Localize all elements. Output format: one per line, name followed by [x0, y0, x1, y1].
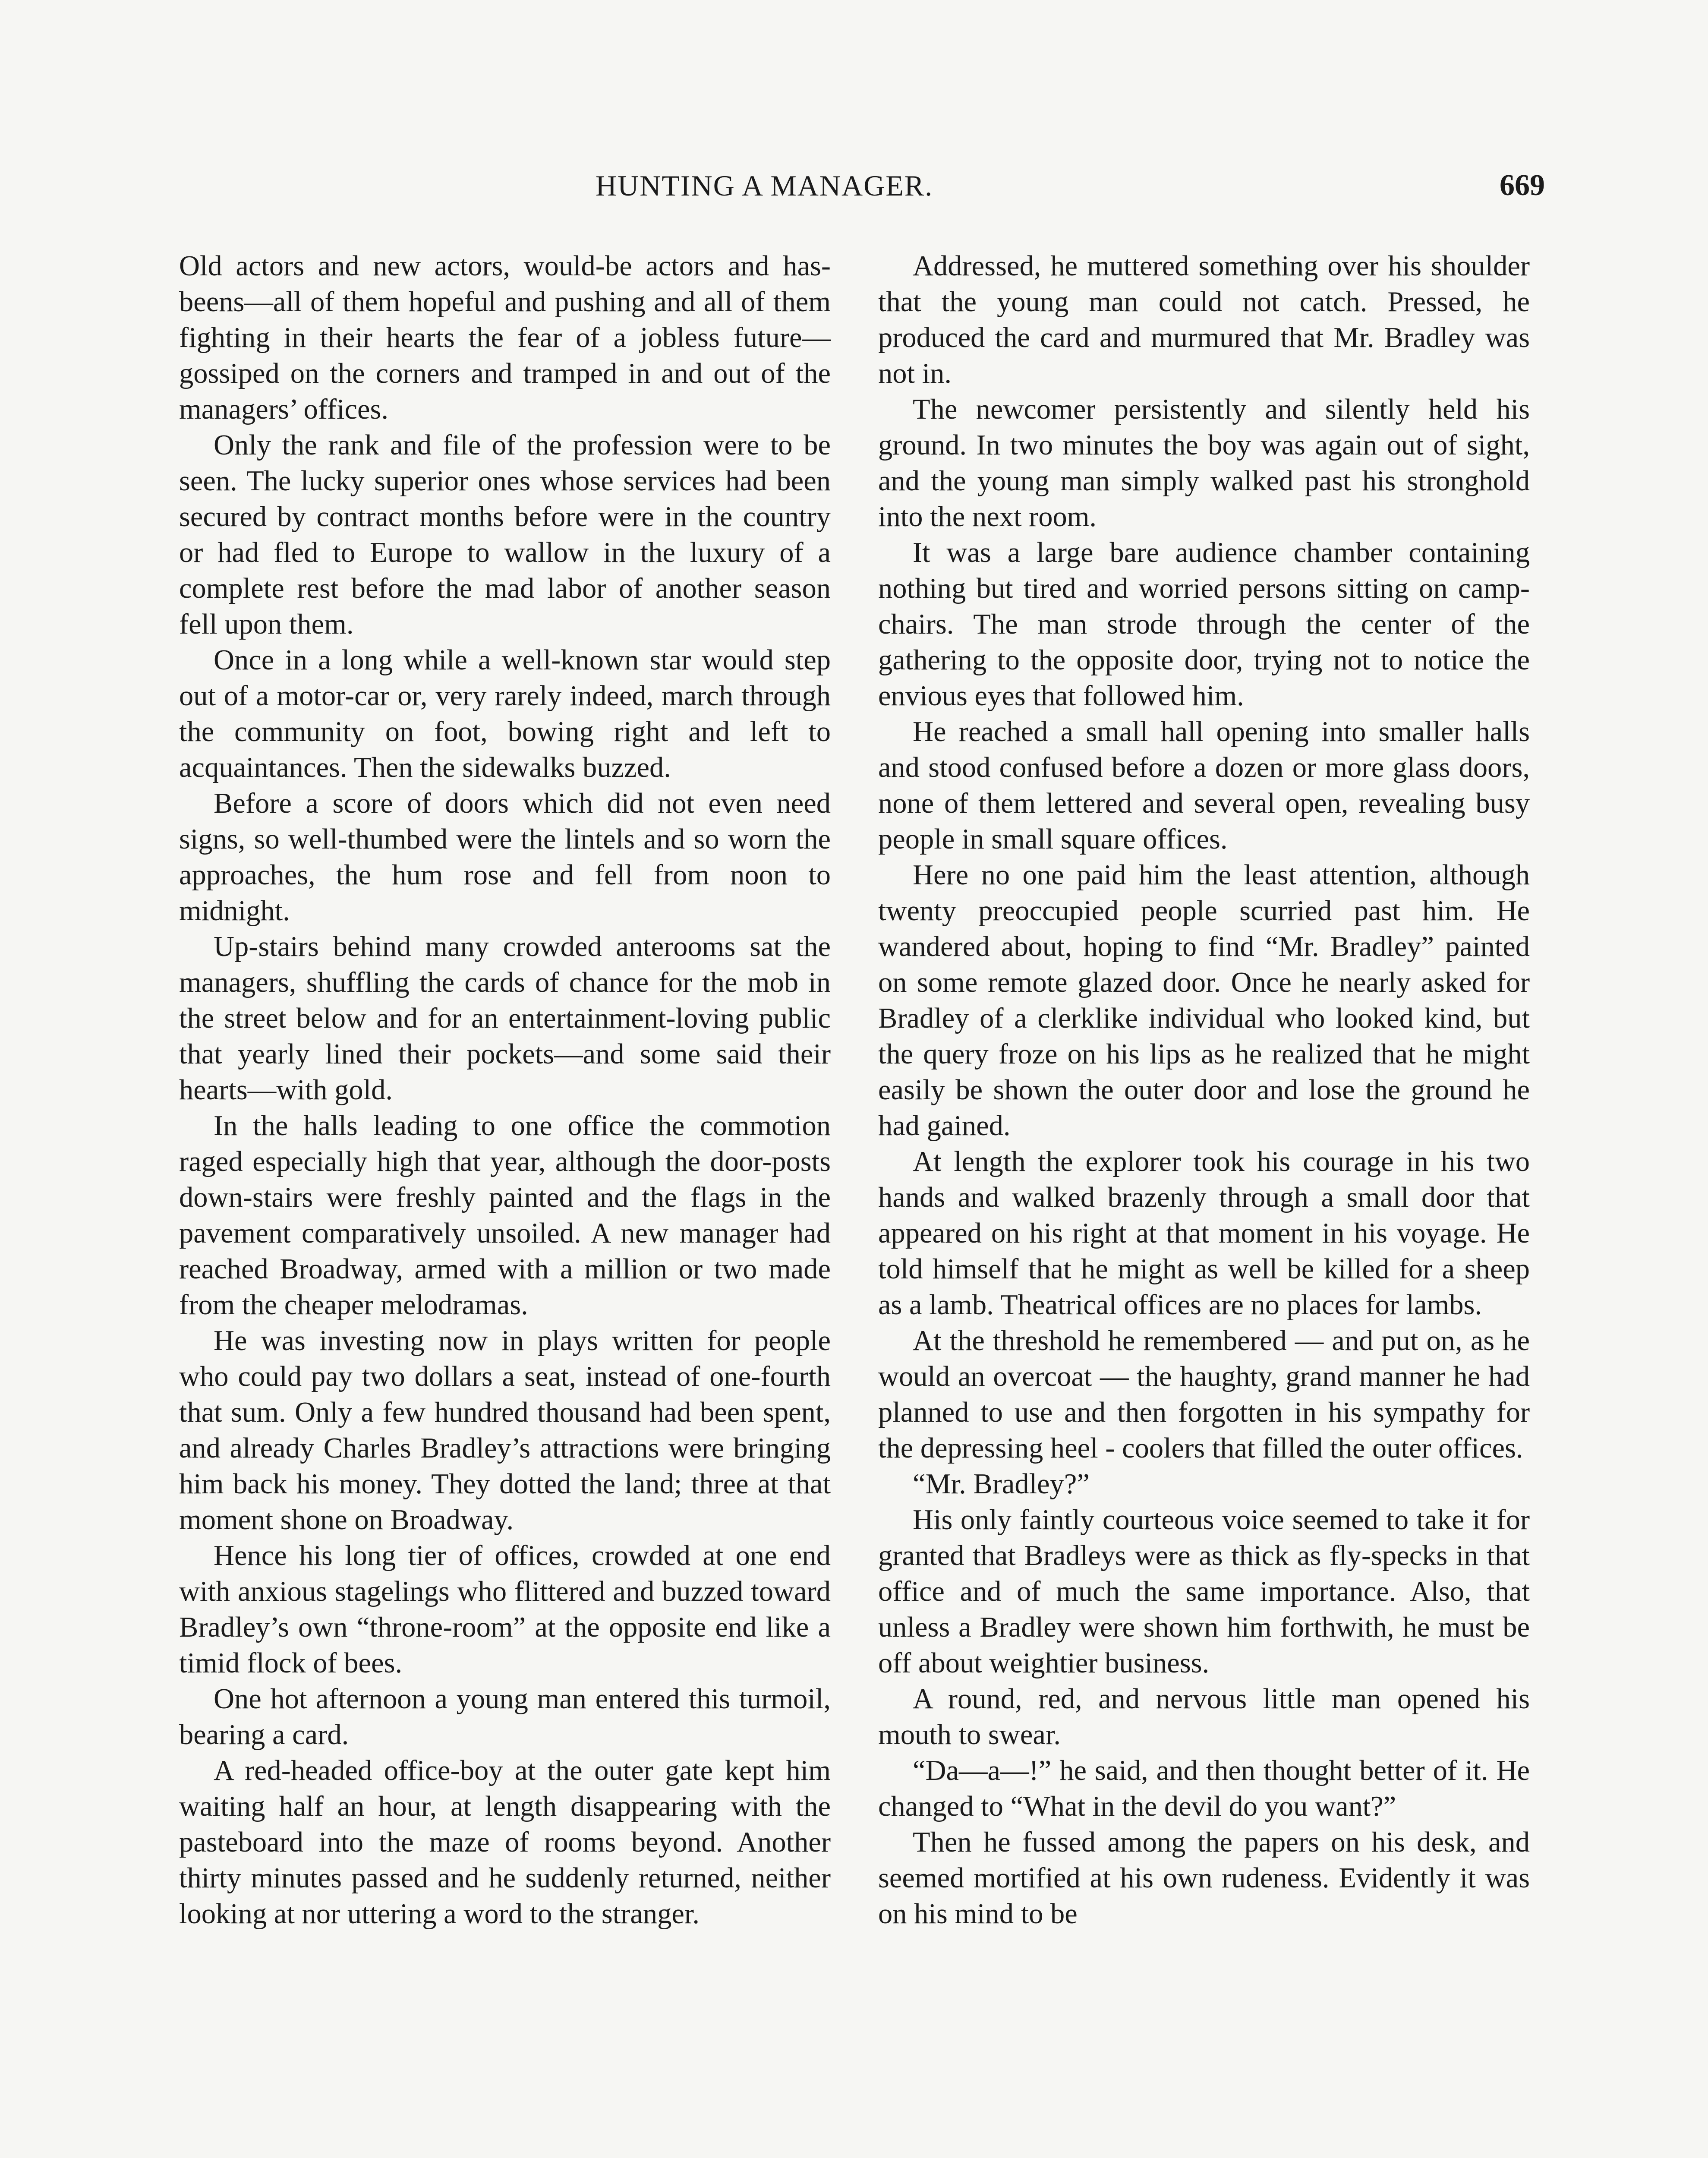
paragraph: Then he fussed among the papers on his desk, and seemed mortified at his own rudeness. Evidently it was on his mind to be — [878, 1827, 1530, 1930]
page-header — [596, 164, 1545, 211]
paragraph: “Da—a—!” he said, and then thought better of it. He changed to “What in the devil do you want?” — [878, 1755, 1530, 1822]
paragraph: Before a score of doors which did not even need signs, so well-thumbed were the lintels and so worn the approaches, the hum rose and fell from noon to midnight. — [179, 788, 831, 927]
paragraph: At the threshold he remembered — and put on, as he would an overcoat — the haughty, grand manner he had planned to use and then forgotten in his sympathy for the depressing heel - coolers that filled the outer offices. — [878, 1325, 1530, 1464]
paragraph: Up-stairs behind many crowded anterooms sat the managers, shuffling the cards of chance for the mob in the street below and for an entertainment-loving public that yearly lined their pockets—and some said their hearts—with gold. — [179, 931, 831, 1106]
paragraph: It was a large bare audience chamber containing nothing but tired and worried persons sitting on camp-chairs. The man strode through the center of the gathering to the opposite door, trying not to notice the envious eyes that followed him. — [878, 537, 1530, 712]
paragraph: One hot afternoon a young man entered this turmoil, bearing a card. — [179, 1683, 831, 1751]
paragraph: The newcomer persistently and silently held his ground. In two minutes the boy was again out of sight, and the young man simply walked past his stronghold into the next room. — [878, 394, 1530, 533]
paragraph: Here no one paid him the least attention, although twenty preoccupied people scurried past him. He wandered about, hoping to find “Mr. Bradley” painted on some remote glazed door. Once he nearly asked for Bradley of a clerklike individual who looked kind, but the query froze on his lips as he realized that he might easily be shown the outer door and lose the ground he had gained. — [878, 859, 1530, 1142]
left-text-column — [179, 248, 831, 1932]
paragraph: Addressed, he muttered something over his shoulder that the young man could not catch. Pressed, he produced the card and murmured that Mr. Bradley was not in. — [878, 250, 1530, 389]
paragraph: “Mr. Bradley?” — [913, 1468, 1090, 1500]
paragraph: He reached a small hall opening into smaller halls and stood confused before a dozen or more glass doors, none of them lettered and several open, revealing busy people in small square offices. — [878, 716, 1530, 855]
paragraph: His only faintly courteous voice seemed to take it for granted that Bradleys were as thick as fly-specks in that office and of much the same importance. Also, that unless a Bradley were shown him forthwith, he must be off about weightier business. — [878, 1504, 1530, 1679]
paragraph: In the halls leading to one office the commotion raged especially high that year, although the door-posts down-stairs were freshly painted and the flags in the pavement comparatively unsoiled. A new manager had reached Broadway, armed with a million or two made from the cheaper melodramas. — [179, 1110, 831, 1321]
running-title: HUNTING A MANAGER. — [596, 169, 933, 202]
paragraph: Once in a long while a well-known star would step out of a motor-car or, very rarely indeed, march through the community on foot, bowing right and left to acquaintances. Then the sidewalks buzzed. — [179, 644, 831, 783]
right-text-column — [878, 248, 1530, 1932]
paragraph: Only the rank and file of the profession were to be seen. The lucky superior ones whose services had been secured by contract months before were in the country or had fled to Europe to wallow in the luxury of a complete rest before the mad labor of another season fell upon them. — [179, 429, 831, 640]
paragraph: Hence his long tier of offices, crowded at one end with anxious stagelings who flittered and buzzed toward Bradley’s own “throne-room” at the opposite end like a timid flock of bees. — [179, 1540, 831, 1679]
paragraph: Old actors and new actors, would-be actors and has-beens—all of them hopeful and pushing and all of them fighting in their hearts the fear of a jobless future—gossiped on the corners and tramped in and out of the managers’ offices. — [179, 250, 831, 425]
paragraph: He was investing now in plays written for people who could pay two dollars a seat, instead of one-fourth that sum. Only a few hundred thousand had been spent, and already Charles Bradley’s attractions were bringing him back his money. They dotted the land; three at that moment shone on Broadway. — [179, 1325, 831, 1536]
page-number: 669 — [1500, 169, 1545, 202]
paragraph: At length the explorer took his courage in his two hands and walked brazenly through a small door that appeared on his right at that moment in his voyage. He told himself that he might as well be killed for a sheep as a lamb. Theatrical offices are no places for lambs. — [878, 1146, 1530, 1321]
paragraph: A red-headed office-boy at the outer gate kept him waiting half an hour, at length disappearing with the pasteboard into the maze of rooms beyond. Another thirty minutes passed and he suddenly returned, neither looking at nor uttering a word to the stranger. — [179, 1755, 831, 1930]
paragraph: A round, red, and nervous little man opened his mouth to swear. — [878, 1683, 1530, 1751]
